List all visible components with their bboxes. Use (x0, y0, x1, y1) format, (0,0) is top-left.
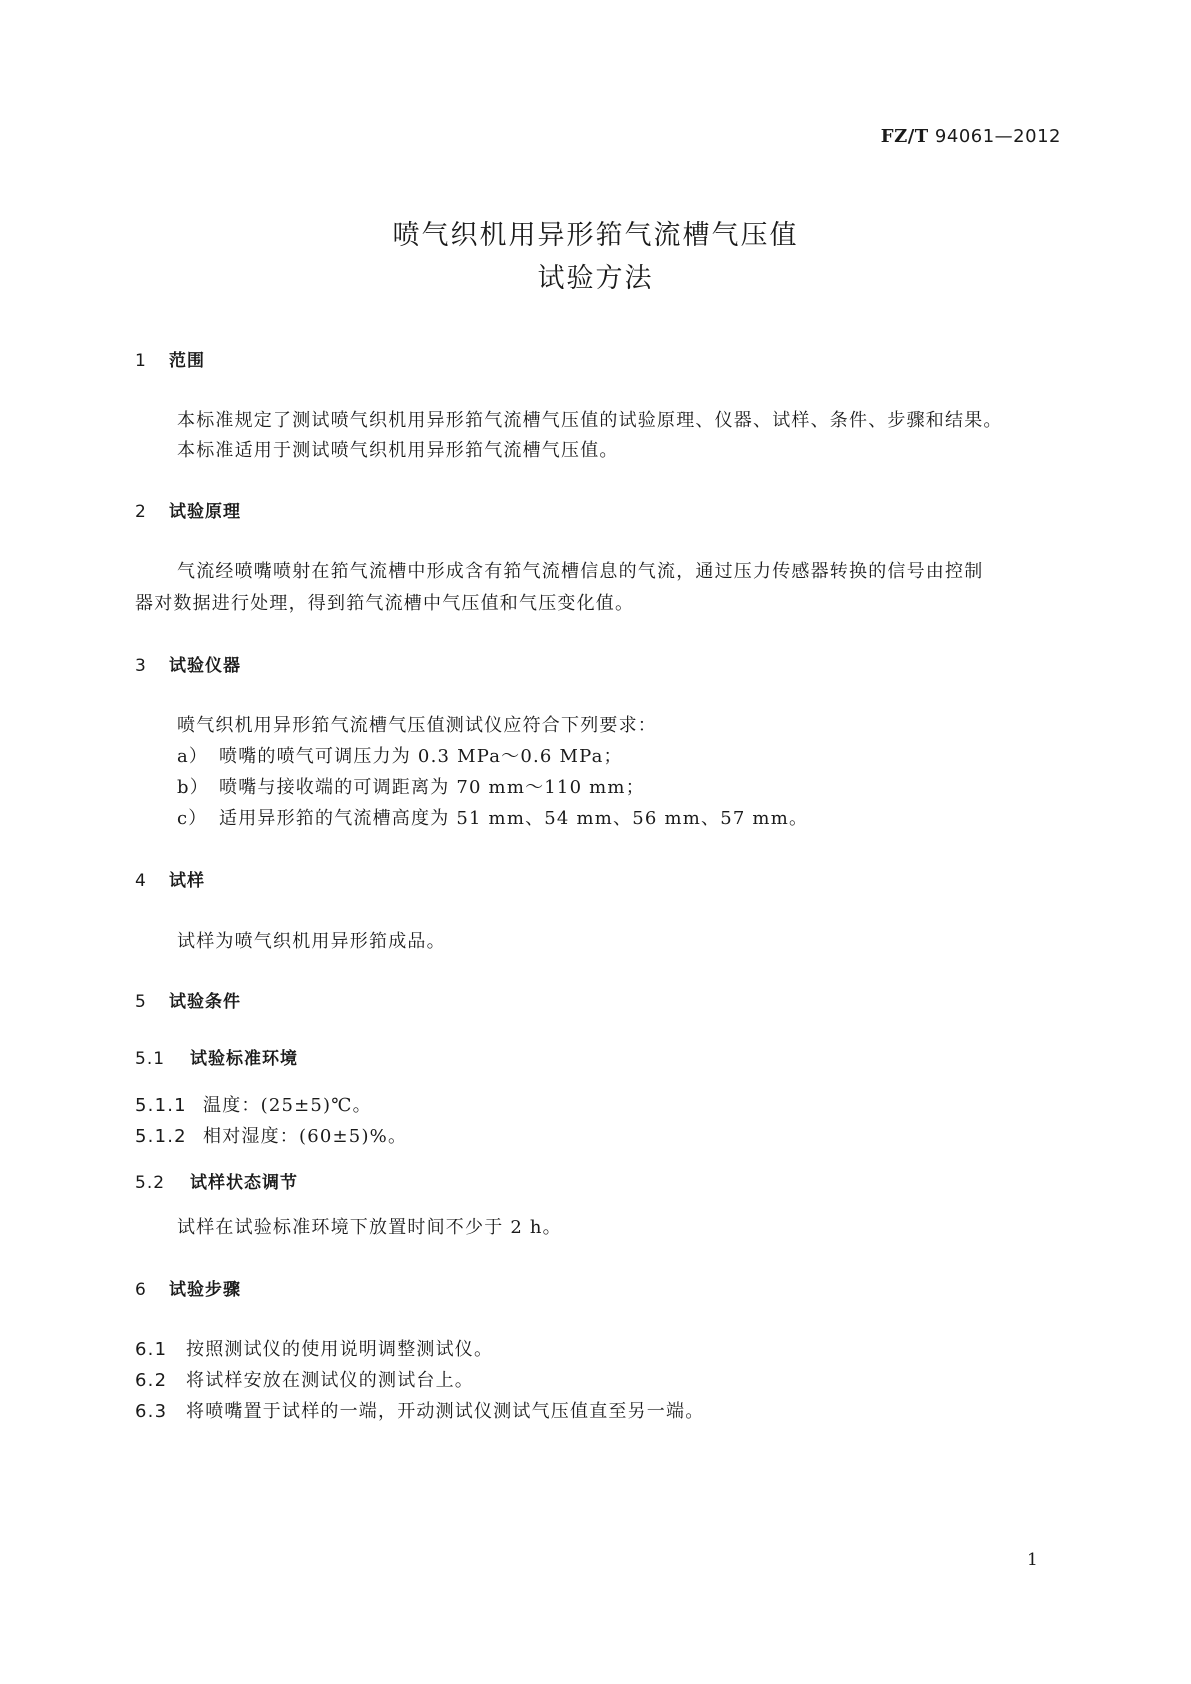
section-3-intro: 喷气织机用异形筘气流槽气压值测试仪应符合下列要求： (177, 715, 657, 736)
subsection-number: 5.1 (135, 1049, 166, 1069)
document-title-line2: 试验方法 (537, 263, 654, 294)
clause-text: 相对湿度：(60±5)%。 (203, 1126, 408, 1147)
clause-text: 按照测试仪的使用说明调整测试仪。 (186, 1339, 494, 1360)
subsection-title: 试验标准环境 (190, 1049, 298, 1069)
list-marker: a） (177, 746, 209, 767)
section-number: 3 (135, 656, 147, 676)
list-text: 适用异形筘的气流槽高度为 51 mm、54 mm、56 mm、57 mm。 (219, 808, 809, 829)
section-1-heading (135, 346, 205, 371)
section-number: 1 (135, 351, 147, 371)
list-marker: b） (177, 777, 209, 798)
section-5-heading (135, 987, 241, 1012)
list-item (177, 742, 623, 768)
section-title: 试验原理 (169, 502, 241, 522)
clause-number: 6.3 (135, 1401, 168, 1422)
section-number: 4 (135, 871, 147, 891)
section-2-paragraph-line-2: 器对数据进行处理，得到筘气流槽中气压值和气压变化值。 (135, 593, 635, 614)
subsection-5-2-heading (135, 1168, 298, 1193)
document-title-line1: 喷气织机用异形筘气流槽气压值 (392, 220, 799, 251)
section-number: 5 (135, 992, 147, 1012)
clause-text: 将试样安放在测试仪的测试台上。 (186, 1370, 474, 1391)
section-1-paragraph-1: 本标准规定了测试喷气织机用异形筘气流槽气压值的试验原理、仪器、试样、条件、步骤和结果。 (177, 410, 1003, 431)
standard-prefix: FZ/T (880, 126, 929, 147)
clause-number: 5.1.2 (135, 1126, 187, 1147)
page-number: 1 (1027, 1550, 1038, 1570)
list-item (177, 804, 808, 830)
section-2-heading (135, 497, 241, 522)
list-item (177, 773, 645, 799)
section-title: 试验条件 (169, 992, 241, 1012)
section-title: 试验步骤 (169, 1280, 241, 1300)
standard-number: 94061—2012 (934, 126, 1061, 147)
clause-6-3 (135, 1397, 704, 1423)
section-2-paragraph-line-1: 气流经喷嘴喷射在筘气流槽中形成含有筘气流槽信息的气流，通过压力传感器转换的信号由控制 (177, 561, 984, 582)
section-1-paragraph-2: 本标准适用于测试喷气织机用异形筘气流槽气压值。 (177, 440, 619, 461)
standard-code (881, 126, 1061, 147)
section-title: 试验仪器 (169, 656, 241, 676)
clause-text: 温度：(25±5)℃。 (203, 1095, 372, 1116)
clause-number: 6.1 (135, 1339, 168, 1360)
list-marker: c） (177, 808, 208, 829)
section-4-heading (135, 866, 205, 891)
clause-5-1-1 (135, 1091, 372, 1117)
clause-text: 将喷嘴置于试样的一端，开动测试仪测试气压值直至另一端。 (186, 1401, 705, 1422)
section-title: 试样 (169, 871, 205, 891)
subsection-5-2-paragraph: 试样在试验标准环境下放置时间不少于 2 h。 (177, 1217, 562, 1238)
clause-number: 6.2 (135, 1370, 168, 1391)
clause-6-1 (135, 1335, 493, 1361)
section-4-paragraph: 试样为喷气织机用异形筘成品。 (177, 931, 446, 952)
clause-5-1-2 (135, 1122, 407, 1148)
list-text: 喷嘴的喷气可调压力为 0.3 MPa～0.6 MPa； (219, 746, 623, 767)
section-6-heading (135, 1275, 241, 1300)
clause-6-2 (135, 1366, 474, 1392)
section-title: 范围 (169, 351, 205, 371)
section-number: 6 (135, 1280, 147, 1300)
subsection-title: 试样状态调节 (190, 1173, 298, 1193)
subsection-number: 5.2 (135, 1173, 166, 1193)
list-text: 喷嘴与接收端的可调距离为 70 mm～110 mm； (219, 777, 645, 798)
subsection-5-1-heading (135, 1044, 298, 1069)
section-3-heading (135, 651, 241, 676)
section-number: 2 (135, 502, 147, 522)
clause-number: 5.1.1 (135, 1095, 187, 1116)
